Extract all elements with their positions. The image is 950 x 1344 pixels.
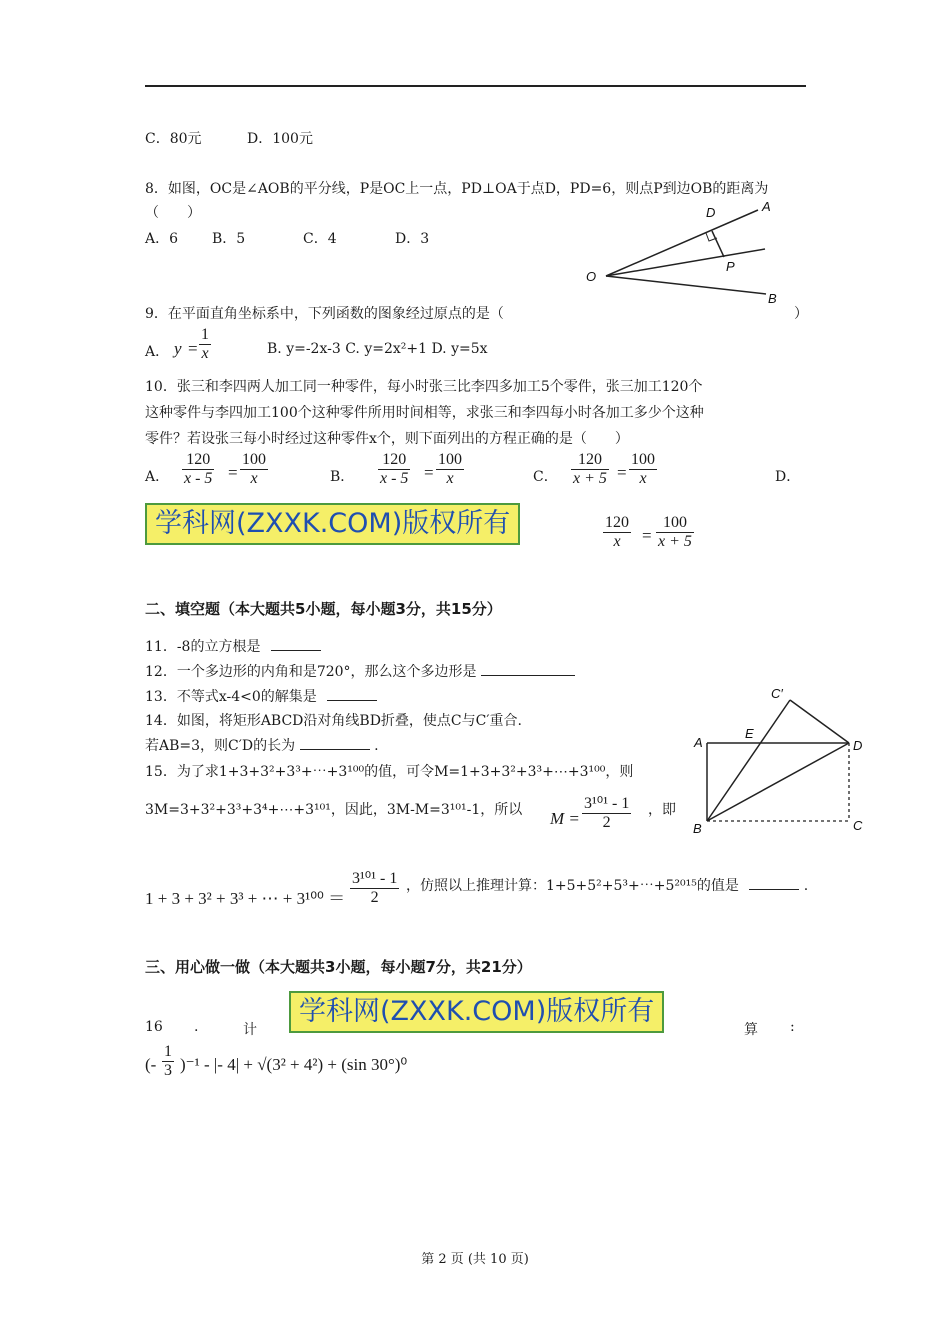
q15-answer-blank[interactable]	[749, 875, 799, 890]
q10-c-right-den: x	[629, 469, 657, 488]
q15-m-denominator: 2	[582, 813, 631, 832]
q11	[145, 636, 321, 656]
q13	[145, 686, 377, 706]
q8-paren: （ ）	[145, 205, 201, 221]
q10-a-right-num: 100	[242, 451, 266, 468]
q10-c-left-num: 120	[577, 451, 602, 468]
q10-c-left-fraction	[571, 451, 609, 488]
q9-close-paren: ）	[794, 306, 808, 322]
header-rule	[145, 85, 806, 87]
q16-colon: :	[790, 1019, 795, 1035]
q10-a-left-num: 120	[186, 451, 211, 468]
rectangle-fold-figure	[685, 680, 875, 840]
q16-expr-fraction	[162, 1043, 174, 1080]
q10-b-left-num: 120	[382, 451, 407, 468]
watermark-banner: 学科网(ZXXK.COM)版权所有	[145, 503, 520, 545]
q10-line2: 这种零件与李四加工100个这种零件所用时间相等，求张三和李四每小时各加工多少个这种	[145, 405, 704, 421]
q10-b-right-den: x	[436, 469, 464, 488]
q8-option-d: D．3	[395, 231, 430, 247]
q15-m-lhs: M =	[550, 809, 580, 828]
q15-line3-tail	[406, 875, 808, 895]
label-e: E	[745, 726, 754, 741]
q10-c-eq: =	[617, 463, 627, 482]
q9-a-eq: =	[188, 339, 198, 358]
label-a: A	[694, 735, 703, 750]
q10-a-left-den: x - 5	[184, 470, 213, 487]
q10-b-right-num: 100	[438, 451, 462, 468]
angle-bisector-figure	[580, 195, 800, 310]
q10-b-left-den: x - 5	[380, 470, 409, 487]
q10-c-right-num: 100	[631, 451, 655, 468]
label-c-prime: C′	[771, 686, 783, 701]
q13-answer-blank[interactable]	[327, 686, 377, 701]
q16-expr-open: (-	[145, 1055, 157, 1074]
watermark-banner-2: 学科网(ZXXK.COM)版权所有	[289, 991, 664, 1033]
q15-m-numerator: 3¹⁰¹ - 1	[584, 795, 630, 812]
q10-d-left-den: x	[603, 532, 631, 551]
q7-option-d: D．100元	[247, 131, 313, 147]
q9-stem: 9．在平面直角坐标系中，下列函数的图象经过原点的是（	[145, 306, 504, 322]
q12-answer-blank[interactable]	[481, 661, 575, 676]
q10-option-d-label: D．	[775, 469, 801, 485]
label-c: C	[853, 818, 863, 833]
q15-line3-denominator: 2	[350, 888, 399, 907]
q10-option-b-label: B．	[330, 469, 355, 485]
q16-ji: 计	[243, 1022, 257, 1038]
label-b: B	[768, 291, 777, 306]
q14-line2	[145, 735, 379, 755]
label-b: B	[693, 821, 702, 836]
q10-a-right-den: x	[240, 469, 268, 488]
label-d: D	[706, 205, 716, 220]
q15-line3-end: .	[803, 878, 809, 894]
q10-b-left-fraction	[378, 451, 410, 488]
q10-d-left-fraction	[603, 514, 631, 551]
page-footer: 第 2 页 (共 10 页)	[421, 1252, 529, 1267]
q15-m-tail: ，即	[648, 802, 676, 818]
q16-suan: 算	[744, 1022, 758, 1038]
q10-d-right-fraction	[656, 514, 694, 551]
q10-c-right-fraction	[629, 451, 657, 488]
q14-line1: 14．如图，将矩形ABCD沿对角线BD折叠，使点C与C′重合.	[145, 713, 522, 729]
q9-a-denominator: x	[199, 344, 211, 363]
q16-expr-denominator: 3	[164, 1062, 172, 1079]
q8-option-b: B．5	[212, 231, 246, 247]
q12-text: 12．一个多边形的内角和是720°，那么这个多边形是	[145, 664, 477, 680]
q13-text: 13．不等式x-4<0的解集是	[145, 689, 317, 705]
q10-a-eq: =	[228, 463, 238, 482]
q14-period: .	[374, 738, 379, 754]
q10-a-left-fraction	[182, 451, 214, 488]
q9-options-rest: B. y=-2x-3 C. y=2x²+1 D. y=5x	[267, 341, 488, 357]
label-p: P	[726, 259, 735, 274]
q15-line3-fraction	[350, 868, 399, 907]
label-a: A	[762, 199, 771, 214]
q8-stem: 8．如图，OC是∠AOB的平分线，P是OC上一点，PD⊥OA于点D，PD=6，则点P到边OB的距离为	[145, 181, 769, 197]
q9-a-y: y	[174, 339, 182, 358]
label-d: D	[853, 738, 863, 753]
section-2-heading: 二、填空题（本大题共5小题，每小题3分，共15分）	[145, 600, 502, 618]
q15-line3-numerator: 3¹⁰¹ - 1	[352, 870, 398, 887]
q16-expr-rest: )⁻¹ - |- 4| + √(3² + 4²) + (sin 30°)⁰	[180, 1055, 408, 1074]
q16-dot: .	[194, 1019, 199, 1035]
q10-d-right-num: 100	[662, 514, 687, 531]
q15-line1: 15．为了求1+3+3²+3³+⋯+3¹⁰⁰的值，可令M=1+3+3²+3³+⋯+3¹⁰⁰，则	[145, 764, 634, 780]
q11-text: 11．-8的立方根是	[145, 639, 261, 655]
q16-expr-numerator: 1	[164, 1043, 172, 1060]
q10-d-left-num: 120	[605, 514, 629, 531]
q10-option-a-label: A．	[145, 469, 170, 485]
q15-m-fraction	[582, 793, 631, 832]
q7-option-c: C．80元	[145, 131, 202, 147]
q9-a-numerator: 1	[201, 326, 209, 343]
label-o: O	[586, 269, 597, 284]
q12	[145, 661, 575, 681]
q10-line3: 零件？若设张三每小时经过这种零件x个，则下面列出的方程正确的是（ ）	[145, 431, 629, 447]
section-3-heading: 三、用心做一做（本大题共3小题，每小题7分，共21分）	[145, 958, 532, 976]
q11-answer-blank[interactable]	[271, 636, 321, 651]
q15-line3-lhs: 1 + 3 + 3² + 3³ + ⋯ + 3¹⁰⁰ ＝	[145, 889, 346, 908]
q14-answer-blank[interactable]	[300, 735, 370, 750]
q16-number: 16	[145, 1019, 163, 1035]
q15-line3-text: ，仿照以上推理计算：1+5+5²+5³+⋯+5²⁰¹⁵的值是	[406, 878, 739, 894]
q10-option-c-label: C．	[533, 469, 558, 485]
q10-d-right-den: x + 5	[658, 533, 692, 550]
q15-line2: 3M=3+3²+3³+3⁴+⋯+3¹⁰¹，因此，3M-M=3¹⁰¹-1，所以	[145, 802, 523, 818]
q10-b-right-fraction	[436, 451, 464, 488]
q10-line1: 10．张三和李四两人加工同一种零件，每小时张三比李四多加工5个零件，张三加工120个	[145, 379, 703, 395]
q9-option-a-label: A．	[145, 344, 170, 360]
q10-b-eq: =	[424, 463, 434, 482]
q10-c-left-den: x + 5	[573, 470, 607, 487]
q9-a-fraction	[199, 326, 211, 363]
q14-text: 若AB=3，则C′D的长为	[145, 738, 296, 754]
q8-option-a: A．6	[145, 231, 179, 247]
q8-option-c: C．4	[303, 231, 337, 247]
q10-d-eq: =	[642, 526, 652, 545]
q10-a-right-fraction	[240, 451, 268, 488]
